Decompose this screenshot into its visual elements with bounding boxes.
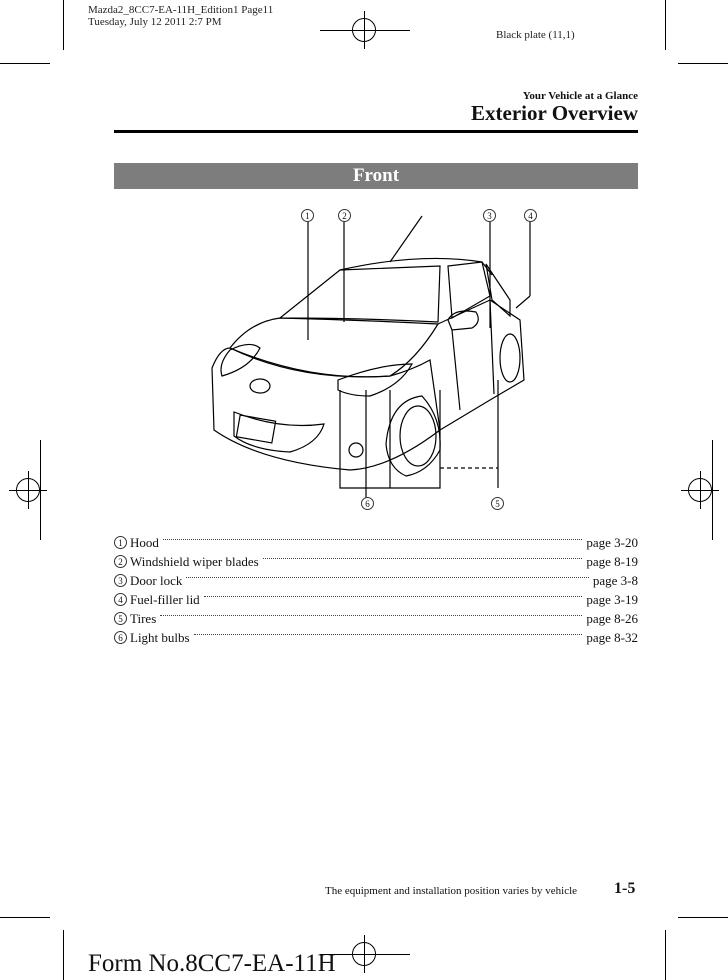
- dot-leader: [204, 596, 583, 597]
- slug-line-1: Mazda2_8CC7-EA-11H_Edition1 Page11: [88, 4, 274, 16]
- registration-mark: [16, 478, 40, 502]
- item-label: Hood: [130, 534, 159, 550]
- footer-note: The equipment and installation position varies by vehicle: [325, 885, 578, 897]
- callout-4: 4: [524, 209, 537, 222]
- callout-6: 6: [361, 497, 374, 510]
- callout-2: 2: [338, 209, 351, 222]
- crop-mark: [665, 0, 666, 50]
- side-mirror: [448, 311, 478, 330]
- registration-line: [40, 440, 41, 540]
- lower-grille: [234, 412, 324, 452]
- item-label: Windshield wiper blades: [130, 553, 259, 569]
- callout-3: 3: [483, 209, 496, 222]
- callout-5: 5: [491, 497, 504, 510]
- item-number: 5: [114, 612, 127, 625]
- fog-lamp: [349, 443, 363, 457]
- page-reference: page 8-26: [586, 610, 638, 626]
- list-item: [114, 552, 638, 571]
- header-rule: [114, 130, 638, 133]
- registration-mark: [688, 478, 712, 502]
- item-label: Light bulbs: [130, 629, 190, 645]
- crop-mark: [0, 63, 50, 64]
- item-number: 1: [114, 536, 127, 549]
- list-item: [114, 590, 638, 609]
- antenna: [390, 216, 422, 262]
- dot-leader: [263, 558, 583, 559]
- front-fascia: [212, 348, 440, 470]
- section-bar: [114, 163, 638, 189]
- dot-leader: [160, 615, 582, 616]
- item-label: Tires: [130, 610, 157, 626]
- windshield: [280, 266, 440, 322]
- page-reference: page 3-19: [586, 591, 638, 607]
- left-headlight: [221, 344, 260, 376]
- item-number: 3: [114, 574, 127, 587]
- dot-leader: [163, 539, 582, 540]
- page-number: 1-5: [614, 880, 636, 897]
- car-illustration: [190, 200, 550, 520]
- page-reference: page 8-19: [586, 553, 638, 569]
- dot-leader: [186, 577, 589, 578]
- item-number: 2: [114, 555, 127, 568]
- slug-line-2: Tuesday, July 12 2011 2:7 PM: [88, 16, 222, 28]
- page-reference: page 3-20: [586, 534, 638, 550]
- list-item: [114, 571, 638, 590]
- rear-tire: [500, 334, 520, 382]
- crop-mark: [678, 917, 728, 918]
- registration-line: [712, 440, 713, 540]
- item-label: Door lock: [130, 572, 183, 588]
- dot-leader: [194, 634, 583, 635]
- page-reference: page 3-8: [592, 572, 638, 588]
- crop-mark: [63, 930, 64, 980]
- page-title: Exterior Overview: [471, 101, 638, 125]
- body-side: [438, 300, 524, 430]
- registration-line: [320, 30, 410, 31]
- crop-mark: [678, 63, 728, 64]
- plate-label: Black plate (11,1): [496, 29, 575, 41]
- item-number: 6: [114, 631, 127, 644]
- list-item: [114, 533, 638, 552]
- callout-1: 1: [301, 209, 314, 222]
- door-seam: [452, 330, 460, 410]
- hood: [230, 318, 438, 377]
- emblem: [250, 379, 270, 393]
- crop-mark: [665, 930, 666, 980]
- section-bar-label: Front: [352, 165, 400, 186]
- crop-mark: [63, 0, 64, 50]
- page-reference: page 8-32: [586, 629, 638, 645]
- front-rim: [400, 406, 436, 466]
- crop-mark: [0, 917, 50, 918]
- list-item: [114, 609, 638, 628]
- form-number: Form No.8CC7-EA-11H: [88, 950, 336, 977]
- callout-leader-4: [516, 296, 530, 308]
- item-list: [114, 533, 638, 647]
- item-number: 4: [114, 593, 127, 606]
- list-item: [114, 628, 638, 647]
- section-label: Your Vehicle at a Glance: [522, 90, 638, 102]
- item-label: Fuel-filler lid: [130, 591, 200, 607]
